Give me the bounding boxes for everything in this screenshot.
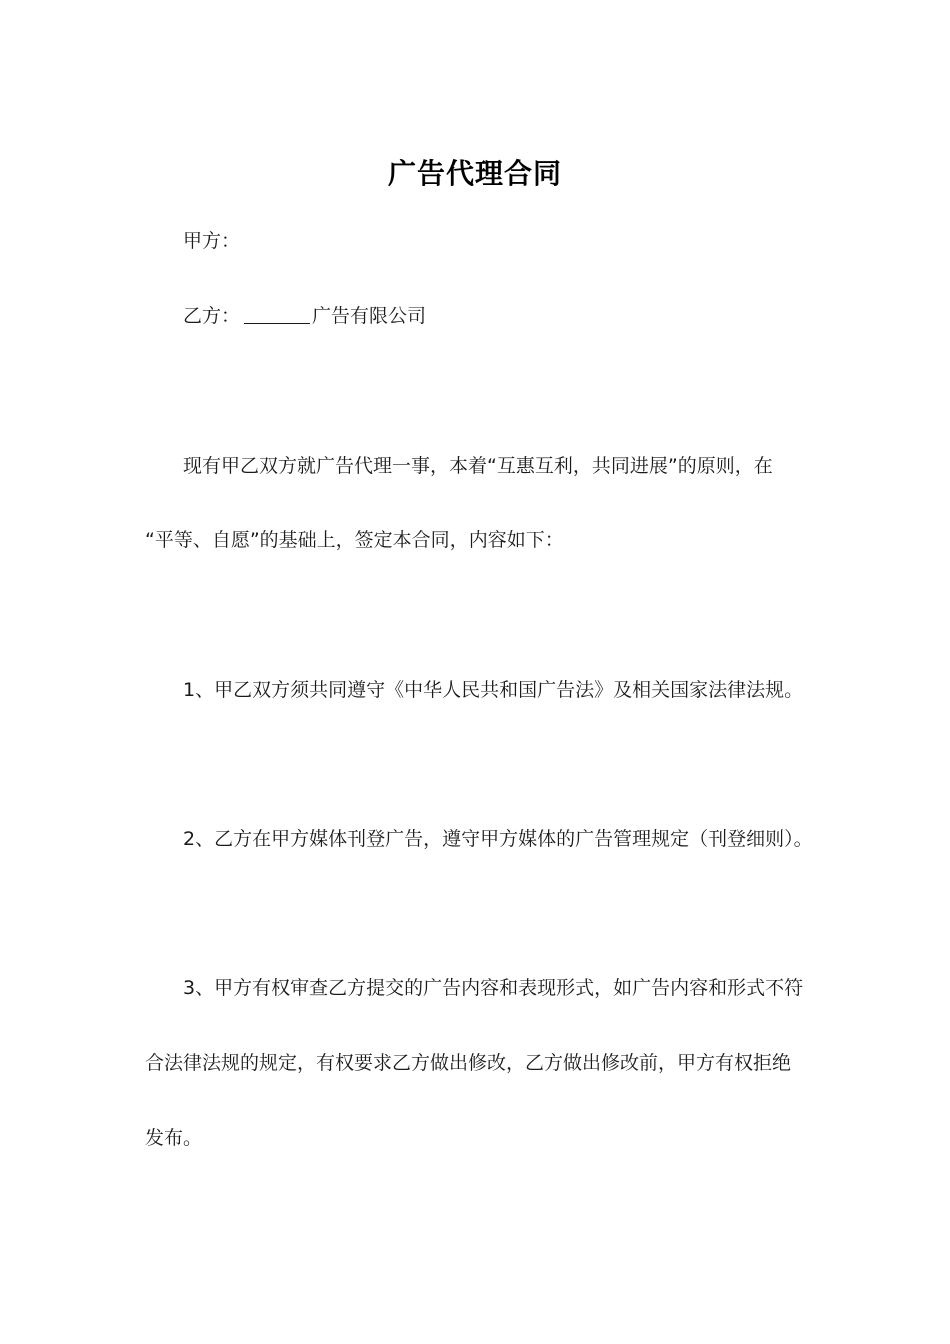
clause-1-line-1: 1、甲乙双方须共同遵守《中华人民共和国广告法》及相关国家法律法规。 bbox=[183, 679, 804, 701]
party-a-line bbox=[183, 228, 240, 254]
party-b-line bbox=[183, 303, 426, 329]
party-b-company-suffix: 广告有限公司 bbox=[312, 305, 427, 327]
intro-line-1: 现有甲乙双方就广告代理一事，本着“互惠互利，共同进展”的原则，在 bbox=[183, 455, 773, 477]
clause-2-line-1: 2、乙方在甲方媒体刊登广告，遵守甲方媒体的广告管理规定（刊登细则）。 bbox=[183, 828, 813, 850]
party-b-label: 乙方： bbox=[183, 305, 241, 327]
clause-3-line-1: 3、甲方有权审查乙方提交的广告内容和表现形式，如广告内容和形式不符 bbox=[183, 977, 804, 999]
party-b-name-blank bbox=[244, 305, 310, 324]
document-title: 广告代理合同 bbox=[387, 157, 562, 190]
clause-3-line-3: 发布。 bbox=[145, 1127, 203, 1149]
intro-line-2: “平等、自愿”的基础上，签定本合同，内容如下： bbox=[145, 529, 564, 551]
party-a-label: 甲方： bbox=[183, 230, 241, 252]
clause-3-line-2: 合法律法规的规定，有权要求乙方做出修改，乙方做出修改前，甲方有权拒绝 bbox=[145, 1052, 792, 1074]
